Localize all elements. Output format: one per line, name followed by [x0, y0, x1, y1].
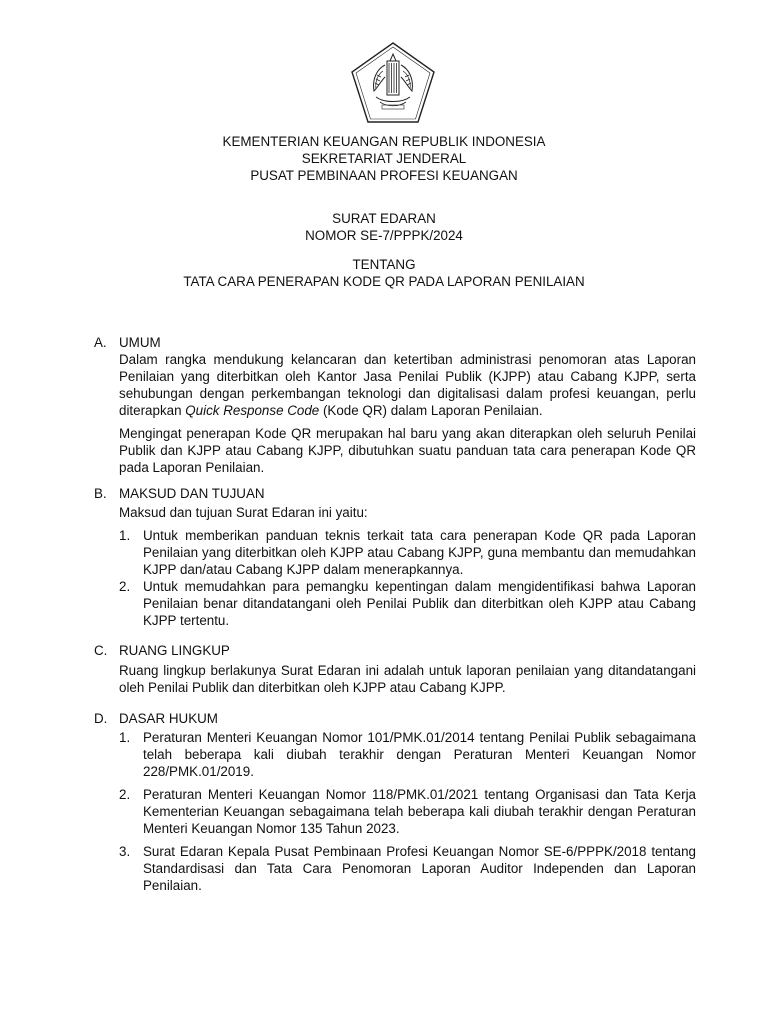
section-a: [94, 334, 696, 476]
section-intro: Maksud dan tujuan Surat Edaran ini yaitu:: [119, 505, 368, 520]
ministry-name: KEMENTERIAN KEUANGAN REPUBLIK INDONESIA: [222, 134, 546, 149]
doc-type: SURAT EDARAN: [332, 211, 436, 226]
list-item: [119, 578, 696, 629]
purpose-list: [119, 527, 696, 629]
section-heading: UMUM: [119, 335, 161, 350]
letterhead: [0, 133, 768, 184]
section-c: [94, 642, 696, 696]
section-heading: DASAR HUKUM: [119, 711, 218, 726]
list-item: [119, 527, 696, 578]
section-heading: MAKSUD DAN TUJUAN: [119, 486, 265, 501]
section-paragraph: Ruang lingkup berlakunya Surat Edaran ini adalah untuk laporan penilaian yang ditandatangani oleh Penilai Publik dan diterbitkan oleh KJPP atau Cabang KJPP.: [119, 663, 696, 695]
secretariat-name: SEKRETARIAT JENDERAL: [301, 151, 467, 166]
paragraph-text: Dalam rangka mendukung kelancaran dan ketertiban administrasi penomoran atas Laporan Penilaian yang diterbitkan oleh Kantor Jasa Penilai Publik (KJPP) atau Cabang KJPP, serta sehubungan dengan perkembangan teknologi dan digitalisasi dalam profesi keuangan, perlu diterapkan: [119, 352, 696, 418]
list-number: 1.: [119, 730, 131, 745]
list-text: Surat Edaran Kepala Pusat Pembinaan Profesi Keuangan Nomor SE-6/PPPK/2018 tentang Standardisasi dan Tata Cara Penomoran Laporan Auditor Independen dan Laporan Penilaian.: [143, 844, 696, 893]
list-item: [119, 843, 696, 894]
list-text: Untuk memudahkan para pemangku kepentingan dalam mengidentifikasi bahwa Laporan Penilaian benar ditandatangani oleh Penilai Publik dan diterbitkan oleh KJPP atau Cabang KJPP tertentu.: [143, 579, 696, 628]
list-number: 1.: [119, 528, 131, 543]
list-text: Peraturan Menteri Keuangan Nomor 118/PMK.01/2021 tentang Organisasi dan Tata Kerja Kementerian Keuangan sebagaimana telah beberapa kali diubah terakhir dengan Peraturan Menteri Keuangan Nomor 135 Tahun 2023.: [143, 787, 696, 836]
ministry-emblem-logo: [350, 41, 436, 125]
doc-number: NOMOR SE-7/PPPK/2024: [305, 228, 463, 243]
list-number: 3.: [119, 844, 131, 859]
section-heading: RUANG LINGKUP: [119, 643, 230, 658]
section-b: [94, 485, 696, 629]
section-letter: C.: [94, 643, 108, 658]
section-letter: D.: [94, 711, 108, 726]
document-subject: [0, 256, 768, 290]
section-d: [94, 710, 696, 894]
legal-basis-list: [119, 729, 696, 894]
section-letter: A.: [94, 335, 107, 350]
document-title: [0, 210, 768, 244]
list-text: Untuk memberikan panduan teknis terkait tata cara penerapan Kode QR pada Laporan Penilaian yang diterbitkan oleh KJPP atau Cabang KJPP, guna membantu dan memudahkan KJPP dan/atau Cabang KJPP dalam menerapkannya.: [143, 528, 696, 577]
list-item: [119, 729, 696, 780]
list-item: [119, 786, 696, 837]
section-paragraph: [119, 351, 696, 419]
list-number: 2.: [119, 787, 131, 802]
list-number: 2.: [119, 579, 131, 594]
section-letter: B.: [94, 486, 107, 501]
center-name: PUSAT PEMBINAAN PROFESI KEUANGAN: [250, 168, 518, 183]
italic-term: Quick Response Code: [185, 403, 320, 418]
about-label: TENTANG: [352, 257, 416, 272]
subject-text: TATA CARA PENERAPAN KODE QR PADA LAPORAN PENILAIAN: [183, 274, 585, 289]
paragraph-text: (Kode QR) dalam Laporan Penilaian.: [319, 403, 543, 418]
section-paragraph: Mengingat penerapan Kode QR merupakan hal baru yang akan diterapkan oleh seluruh Penilai Publik dan KJPP atau Cabang KJPP, dibutuhkan suatu panduan tata cara penerapan Kode QR pada Laporan Penilaian.: [119, 426, 696, 475]
list-text: Peraturan Menteri Keuangan Nomor 101/PMK.01/2014 tentang Penilai Publik sebagaimana telah beberapa kali diubah terakhir dengan Peraturan Menteri Keuangan Nomor 228/PMK.01/2019.: [143, 730, 696, 779]
